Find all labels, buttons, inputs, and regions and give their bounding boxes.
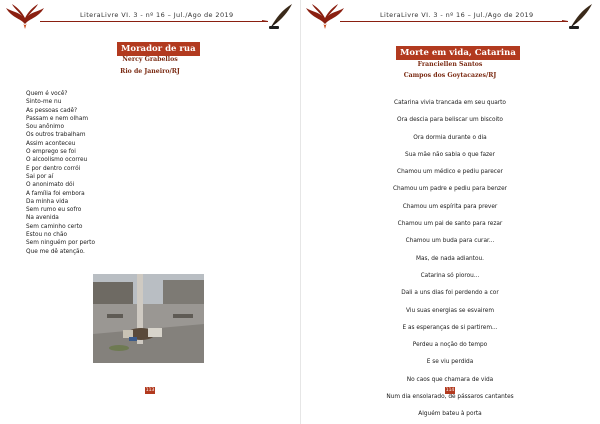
- header-text: LiteraLivre VI. 3 - nº 16 – Jul./Ago de 2019: [80, 11, 234, 19]
- author-name: Franciellen Santos: [417, 61, 483, 68]
- poem-line: Catarina só piorou...: [420, 272, 480, 279]
- poem-line: E por dentro corrói: [26, 165, 81, 172]
- quill-icon: [568, 2, 594, 30]
- poem-line: Chamou um espírita para prever: [402, 203, 498, 210]
- poem-line: Assim aconteceu: [26, 140, 76, 147]
- poem-line: Ora descia para beliscar um biscoito: [397, 117, 503, 124]
- page-header: [0, 0, 300, 32]
- right-page: [300, 0, 600, 424]
- poem-line: Sem rumo eu sofro: [26, 207, 82, 214]
- poem-title: Morte em vida, Catarina: [396, 46, 520, 60]
- page-header: [300, 0, 600, 32]
- poem-line: Que me dê atenção.: [26, 248, 85, 255]
- quill-icon: [268, 2, 294, 30]
- poem-line: Sem ninguém por perto: [26, 240, 96, 247]
- poem-line: Mas, de nada adiantou.: [415, 255, 485, 262]
- header-text: LiteraLivre VI. 3 - nº 16 – Jul./Ago de 2019: [380, 11, 534, 19]
- poem-line: Passam e nem olham: [26, 115, 89, 122]
- phoenix-logo-icon: [4, 2, 46, 30]
- poem-line: O emprego se foi: [26, 149, 76, 156]
- poem-line: Na avenida: [26, 215, 59, 222]
- street-photo: [93, 274, 204, 363]
- poem-text: [26, 90, 95, 256]
- poem-line: Chamou um buda para curar...: [405, 238, 495, 245]
- poem-text: [300, 99, 600, 424]
- header-rule: [340, 21, 568, 22]
- poem-line: Perdeu a noção do tempo: [412, 342, 488, 349]
- page-number: 113: [145, 388, 155, 393]
- author-location: Campos dos Goytacazes/RJ: [403, 72, 497, 79]
- poem-line: As pessoas cadê?: [26, 107, 78, 114]
- poem-line: Viu suas energias se esvairem: [406, 307, 494, 314]
- poem-line: Catarina vivia trancada em seu quarto: [394, 100, 506, 106]
- poem-line: Sem caminho certo: [26, 223, 83, 230]
- poem-line: O anonimato dói: [26, 182, 75, 189]
- poem-line: Da minha vida: [26, 198, 69, 205]
- poem-line: Sua mãe não sabia o que fazer: [405, 151, 495, 158]
- author-name: Nercy Grabellos: [122, 56, 178, 63]
- poem-title: Morador de rua: [117, 42, 200, 56]
- poem-line: Num dia ensolarado, de pássaros cantantes: [386, 394, 514, 401]
- poem-line: Chamou um pai de santo para rezar: [397, 221, 503, 228]
- poem-line: Sai por aí: [26, 173, 54, 180]
- poem-line: E se viu perdida: [426, 359, 474, 366]
- header-rule: [40, 21, 268, 22]
- page-number: 114: [445, 388, 455, 393]
- poem-line: Alguém bateu à porta: [418, 411, 482, 418]
- poem-line: A família foi embora: [26, 190, 85, 197]
- poem-line: O alcoolismo ocorreu: [26, 157, 88, 164]
- poem-line: Sinto-me nu: [26, 99, 62, 106]
- poem-line: Sou anônimo: [26, 124, 64, 131]
- poem-line: Os outros trabalham: [26, 132, 86, 139]
- phoenix-logo-icon: [304, 2, 346, 30]
- poem-line: Chamou um médico e pediu parecer: [397, 169, 503, 176]
- poem-line: Chamou um padre e pediu para benzer: [392, 186, 508, 193]
- poem-line: E as esperanças de si partirem...: [402, 324, 498, 331]
- author-location: Rio de Janeiro/RJ: [120, 68, 180, 75]
- poem-line: Quem é você?: [26, 91, 68, 97]
- poem-line: Ora dormia durante o dia: [413, 134, 487, 141]
- poem-line: No caos que chamara de vida: [406, 376, 494, 383]
- poem-line: Dali a uns dias foi perdendo a cor: [401, 290, 499, 297]
- poem-line: Estou no chão: [26, 232, 68, 239]
